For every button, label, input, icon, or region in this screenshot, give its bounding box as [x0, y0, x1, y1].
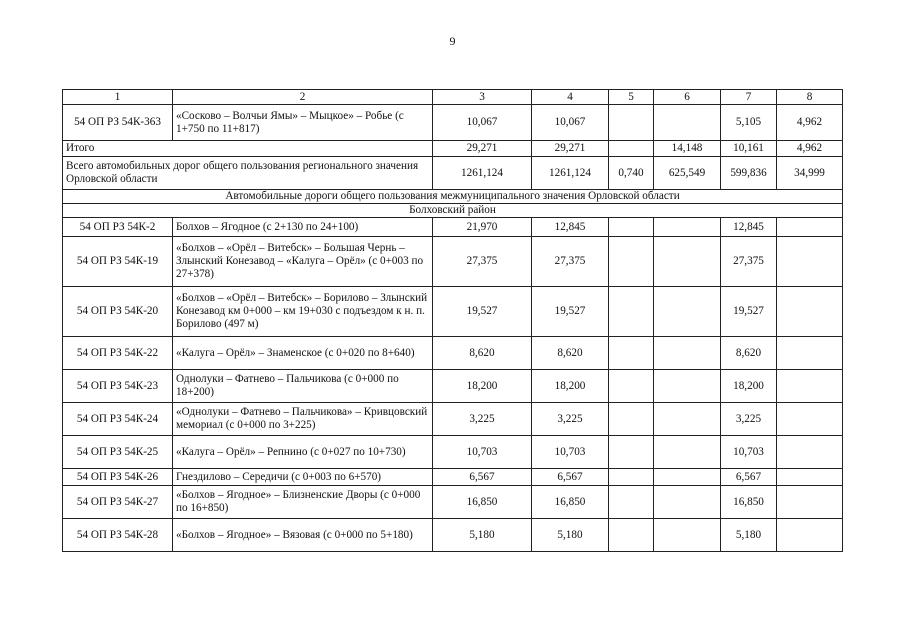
length-c6	[654, 436, 721, 469]
length-c4: 8,620	[532, 337, 609, 370]
district-title: Болховский район	[63, 204, 843, 218]
length-total: 3,225	[433, 403, 532, 436]
road-name: Гнездилово – Середичи (с 0+003 по 6+570)	[173, 469, 433, 486]
total-label: Итого	[63, 141, 433, 157]
length-c5	[609, 436, 654, 469]
table-row	[63, 519, 843, 552]
table-row	[63, 403, 843, 436]
length-c5	[609, 486, 654, 519]
length-total: 16,850	[433, 486, 532, 519]
road-name: «Однолуки – Фатнево – Пальчикова» – Кривцовский мемориал (с 0+000 по 3+225)	[173, 403, 433, 436]
table-row	[63, 486, 843, 519]
length-c7: 12,845	[721, 218, 777, 237]
length-c8	[777, 337, 843, 370]
length-c4: 12,845	[532, 218, 609, 237]
length-c4: 10,067	[532, 105, 609, 141]
road-code: 54 ОП РЗ 54К-20	[63, 287, 173, 337]
road-name: «Калуга – Орёл» – Репнино (с 0+027 по 10+730)	[173, 436, 433, 469]
grand-total-c3: 1261,124	[433, 157, 532, 190]
length-c7: 6,567	[721, 469, 777, 486]
length-c7: 5,180	[721, 519, 777, 552]
length-c7: 18,200	[721, 370, 777, 403]
length-c8	[777, 486, 843, 519]
length-c5	[609, 469, 654, 486]
length-c5	[609, 519, 654, 552]
length-total: 18,200	[433, 370, 532, 403]
length-c4: 6,567	[532, 469, 609, 486]
road-code: 54 ОП РЗ 54К-363	[63, 105, 173, 141]
table-row	[63, 436, 843, 469]
length-c5	[609, 218, 654, 237]
length-c6	[654, 519, 721, 552]
page-number: 9	[449, 34, 456, 48]
header-cell: 7	[721, 90, 777, 105]
road-code: 54 ОП РЗ 54К-22	[63, 337, 173, 370]
length-total: 8,620	[433, 337, 532, 370]
total-c4: 29,271	[532, 141, 609, 157]
grand-total-c6: 625,549	[654, 157, 721, 190]
length-c8	[777, 469, 843, 486]
total-c3: 29,271	[433, 141, 532, 157]
road-code: 54 ОП РЗ 54К-23	[63, 370, 173, 403]
length-c5	[609, 403, 654, 436]
length-c8	[777, 519, 843, 552]
header-row	[63, 90, 843, 105]
length-c6	[654, 105, 721, 141]
length-c6	[654, 218, 721, 237]
length-c7: 5,105	[721, 105, 777, 141]
total-c8: 4,962	[777, 141, 843, 157]
road-code: 54 ОП РЗ 54К-2	[63, 218, 173, 237]
length-c7: 27,375	[721, 237, 777, 287]
grand-total-c5: 0,740	[609, 157, 654, 190]
length-c6	[654, 237, 721, 287]
length-c5	[609, 370, 654, 403]
length-c8	[777, 403, 843, 436]
total-c6: 14,148	[654, 141, 721, 157]
length-total: 10,067	[433, 105, 532, 141]
road-code: 54 ОП РЗ 54К-28	[63, 519, 173, 552]
header-cell: 6	[654, 90, 721, 105]
length-c5	[609, 337, 654, 370]
road-name: Однолуки – Фатнево – Пальчикова (с 0+000 по 18+200)	[173, 370, 433, 403]
length-c6	[654, 287, 721, 337]
header-cell: 4	[532, 90, 609, 105]
road-code: 54 ОП РЗ 54К-24	[63, 403, 173, 436]
length-total: 19,527	[433, 287, 532, 337]
road-name: «Болхов – Ягодное» – Близненские Дворы (с 0+000 по 16+850)	[173, 486, 433, 519]
length-c8	[777, 370, 843, 403]
road-name: «Калуга – Орёл» – Знаменское (с 0+020 по 8+640)	[173, 337, 433, 370]
length-c8	[777, 237, 843, 287]
roads-table	[62, 89, 843, 552]
grand-total-c4: 1261,124	[532, 157, 609, 190]
length-c7: 8,620	[721, 337, 777, 370]
length-c4: 16,850	[532, 486, 609, 519]
length-c6	[654, 403, 721, 436]
total-row	[63, 141, 843, 157]
section-title-row	[63, 190, 843, 204]
length-total: 5,180	[433, 519, 532, 552]
road-code: 54 ОП РЗ 54К-19	[63, 237, 173, 287]
length-c7: 16,850	[721, 486, 777, 519]
length-c5	[609, 287, 654, 337]
length-c5	[609, 105, 654, 141]
table-row	[63, 469, 843, 486]
length-c7: 3,225	[721, 403, 777, 436]
length-c4: 10,703	[532, 436, 609, 469]
header-cell: 8	[777, 90, 843, 105]
length-c6	[654, 469, 721, 486]
length-c4: 3,225	[532, 403, 609, 436]
length-c4: 19,527	[532, 287, 609, 337]
road-name: «Болхов – «Орёл – Витебск» – Борилово – Злынский Конезавод км 0+000 – км 19+030 с подъездом к н. п. Борилово (497 м)	[173, 287, 433, 337]
total-c5	[609, 141, 654, 157]
road-name: «Болхов – «Орёл – Витебск» – Большая Чернь – Злынский Конезавод – «Калуга – Орёл» (с 0+003 по 27+378)	[173, 237, 433, 287]
table-row	[63, 370, 843, 403]
length-total: 10,703	[433, 436, 532, 469]
road-code: 54 ОП РЗ 54К-26	[63, 469, 173, 486]
section-title: Автомобильные дороги общего пользования межмуниципального значения Орловской области	[63, 190, 843, 204]
header-cell: 5	[609, 90, 654, 105]
header-cell: 2	[173, 90, 433, 105]
length-c8: 4,962	[777, 105, 843, 141]
table-row	[63, 287, 843, 337]
length-c8	[777, 218, 843, 237]
length-c7: 10,703	[721, 436, 777, 469]
length-c7: 19,527	[721, 287, 777, 337]
road-name: Болхов – Ягодное (с 2+130 по 24+100)	[173, 218, 433, 237]
header-cell: 3	[433, 90, 532, 105]
length-total: 6,567	[433, 469, 532, 486]
length-c4: 27,375	[532, 237, 609, 287]
grand-total-c8: 34,999	[777, 157, 843, 190]
table-row	[63, 105, 843, 141]
road-name: «Болхов – Ягодное» – Вязовая (с 0+000 по 5+180)	[173, 519, 433, 552]
length-c4: 18,200	[532, 370, 609, 403]
grand-total-c7: 599,836	[721, 157, 777, 190]
road-code: 54 ОП РЗ 54К-25	[63, 436, 173, 469]
length-c6	[654, 486, 721, 519]
table-row	[63, 237, 843, 287]
length-c8	[777, 287, 843, 337]
length-total: 27,375	[433, 237, 532, 287]
district-title-row	[63, 204, 843, 218]
table-row	[63, 218, 843, 237]
road-code: 54 ОП РЗ 54К-27	[63, 486, 173, 519]
length-c8	[777, 436, 843, 469]
length-c5	[609, 237, 654, 287]
length-c6	[654, 337, 721, 370]
grand-total-label: Всего автомобильных дорог общего пользования регионального значения Орловской области	[63, 157, 433, 190]
length-c6	[654, 370, 721, 403]
table-row	[63, 337, 843, 370]
length-c4: 5,180	[532, 519, 609, 552]
length-total: 21,970	[433, 218, 532, 237]
header-cell: 1	[63, 90, 173, 105]
grand-total-row	[63, 157, 843, 190]
road-name: «Сосково – Волчьи Ямы» – Мыцкое» – Робье (с 1+750 по 11+817)	[173, 105, 433, 141]
total-c7: 10,161	[721, 141, 777, 157]
